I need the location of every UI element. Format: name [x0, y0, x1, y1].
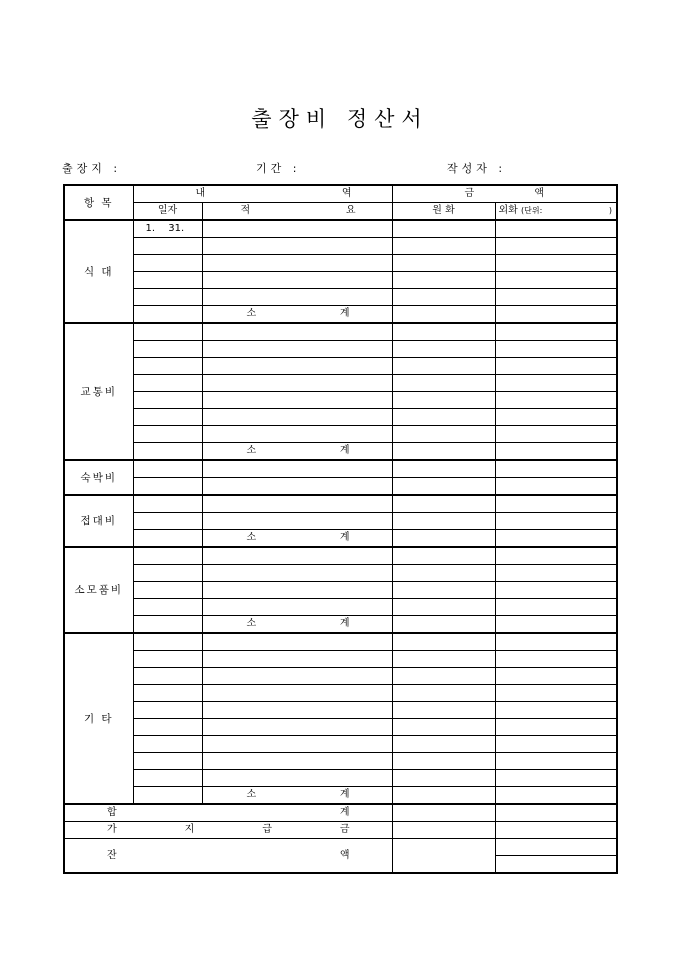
header-item: 항 목 [64, 185, 133, 220]
table-row [64, 289, 617, 306]
foreign-cell[interactable] [495, 702, 617, 719]
date-cell[interactable] [133, 392, 202, 409]
table-row [64, 460, 617, 478]
table-row [64, 753, 617, 770]
section-transport: 교통비 [64, 323, 133, 460]
foreign-cell[interactable] [495, 616, 617, 634]
krw-cell[interactable] [392, 341, 495, 358]
table-row [64, 495, 617, 513]
description-cell[interactable] [202, 409, 392, 426]
description-cell[interactable] [202, 341, 392, 358]
foreign-cell[interactable] [495, 220, 617, 238]
foreign-cell[interactable] [495, 426, 617, 443]
krw-cell[interactable] [392, 633, 495, 651]
date-cell[interactable] [133, 238, 202, 255]
date-cell[interactable] [133, 582, 202, 599]
krw-cell[interactable] [392, 719, 495, 736]
date-cell[interactable] [133, 702, 202, 719]
date-cell[interactable] [133, 685, 202, 702]
period-label: 기간 : [256, 162, 301, 175]
foreign-cell[interactable] [495, 599, 617, 616]
header-desc: 적 요 [202, 203, 392, 221]
expense-table [63, 184, 618, 874]
table-row [64, 719, 617, 736]
balance-foreign-2[interactable] [495, 856, 617, 874]
krw-cell[interactable] [392, 702, 495, 719]
krw-cell[interactable] [392, 753, 495, 770]
date-cell[interactable] [133, 668, 202, 685]
foreign-cell[interactable] [495, 530, 617, 548]
balance-foreign[interactable] [495, 839, 617, 856]
date-cell[interactable] [133, 651, 202, 668]
foreign-cell[interactable] [495, 668, 617, 685]
date-cell[interactable] [133, 787, 202, 805]
table-row [64, 787, 617, 805]
date-cell[interactable] [133, 255, 202, 272]
section-meal: 식 대 [64, 220, 133, 323]
date-cell[interactable] [133, 719, 202, 736]
foreign-cell[interactable] [495, 460, 617, 478]
krw-cell[interactable] [392, 565, 495, 582]
date-cell[interactable] [133, 478, 202, 496]
date-cell[interactable] [133, 289, 202, 306]
table-row [64, 599, 617, 616]
table-row [64, 272, 617, 289]
krw-cell[interactable] [392, 547, 495, 565]
foreign-cell[interactable] [495, 547, 617, 565]
krw-cell[interactable] [392, 513, 495, 530]
foreign-cell[interactable] [495, 719, 617, 736]
table-row [64, 565, 617, 582]
foreign-cell[interactable] [495, 582, 617, 599]
description-cell[interactable] [202, 582, 392, 599]
section-other: 기 타 [64, 633, 133, 804]
date-cell[interactable] [133, 375, 202, 392]
page-title: 출장비 정산서 [251, 107, 429, 131]
date-cell[interactable] [133, 272, 202, 289]
description-cell[interactable] [202, 426, 392, 443]
table-row [64, 633, 617, 651]
table-row [64, 220, 617, 238]
krw-cell[interactable] [392, 582, 495, 599]
foreign-cell[interactable] [495, 565, 617, 582]
table-row [64, 530, 617, 548]
foreign-cell[interactable] [495, 238, 617, 255]
table-row [64, 426, 617, 443]
balance-label: 잔 액 [64, 839, 392, 874]
table-row [64, 375, 617, 392]
description-cell[interactable] [202, 392, 392, 409]
date-cell[interactable] [133, 530, 202, 548]
krw-cell[interactable] [392, 306, 495, 324]
subtotal-label: 소 계 [202, 616, 392, 634]
advance-row [64, 822, 617, 839]
krw-cell[interactable] [392, 375, 495, 392]
table-row [64, 770, 617, 787]
foreign-cell[interactable] [495, 323, 617, 341]
foreign-cell[interactable] [495, 358, 617, 375]
header-amount: 금 액 [392, 185, 617, 203]
foreign-cell[interactable] [495, 392, 617, 409]
table-row [64, 392, 617, 409]
krw-cell[interactable] [392, 651, 495, 668]
krw-cell[interactable] [392, 323, 495, 341]
advance-foreign[interactable] [495, 822, 617, 839]
header-foreign: 외화 (단위: ) [495, 203, 617, 221]
description-cell[interactable] [202, 702, 392, 719]
table-row [64, 616, 617, 634]
table-row [64, 478, 617, 496]
date-cell[interactable] [133, 616, 202, 634]
description-cell[interactable] [202, 668, 392, 685]
krw-cell[interactable] [392, 495, 495, 513]
table-row [64, 685, 617, 702]
foreign-cell[interactable] [495, 478, 617, 496]
foreign-cell[interactable] [495, 289, 617, 306]
date-cell[interactable] [133, 736, 202, 753]
section-supplies: 소모품비 [64, 547, 133, 633]
date-cell[interactable] [133, 565, 202, 582]
krw-cell[interactable] [392, 685, 495, 702]
table-row [64, 443, 617, 461]
table-row [64, 582, 617, 599]
subtotal-label: 소 계 [202, 306, 392, 324]
total-label: 합 계 [64, 804, 392, 822]
date-cell[interactable] [133, 426, 202, 443]
description-cell[interactable] [202, 358, 392, 375]
foreign-cell[interactable] [495, 770, 617, 787]
subtotal-label: 소 계 [202, 530, 392, 548]
balance-row [64, 839, 617, 856]
table-row [64, 547, 617, 565]
description-cell[interactable] [202, 736, 392, 753]
foreign-cell[interactable] [495, 633, 617, 651]
foreign-cell[interactable] [495, 272, 617, 289]
foreign-cell[interactable] [495, 409, 617, 426]
total-row [64, 804, 617, 822]
foreign-cell[interactable] [495, 513, 617, 530]
foreign-cell[interactable] [495, 787, 617, 805]
krw-cell[interactable] [392, 238, 495, 255]
description-cell[interactable] [202, 719, 392, 736]
foreign-cell[interactable] [495, 375, 617, 392]
date-cell[interactable] [133, 460, 202, 478]
krw-cell[interactable] [392, 770, 495, 787]
subtotal-label: 소 계 [202, 443, 392, 461]
table-row [64, 651, 617, 668]
section-lodging: 숙박비 [64, 460, 133, 495]
header-row-2 [64, 203, 617, 221]
advance-krw[interactable] [392, 822, 495, 839]
krw-cell[interactable] [392, 736, 495, 753]
krw-cell[interactable] [392, 426, 495, 443]
description-cell[interactable] [202, 599, 392, 616]
description-cell[interactable] [202, 478, 392, 496]
description-cell[interactable] [202, 375, 392, 392]
foreign-cell[interactable] [495, 736, 617, 753]
table-row [64, 358, 617, 375]
table-row [64, 255, 617, 272]
date-cell[interactable] [133, 753, 202, 770]
description-cell[interactable] [202, 460, 392, 478]
table-row [64, 323, 617, 341]
description-cell[interactable] [202, 289, 392, 306]
krw-cell[interactable] [392, 358, 495, 375]
date-cell[interactable] [133, 443, 202, 461]
destination-label: 출장지 : [62, 162, 122, 175]
date-cell[interactable] [133, 306, 202, 324]
foreign-cell[interactable] [495, 685, 617, 702]
description-cell[interactable] [202, 238, 392, 255]
table-row [64, 736, 617, 753]
header-date: 일자 [133, 203, 202, 221]
description-cell[interactable] [202, 753, 392, 770]
date-cell[interactable] [133, 547, 202, 565]
description-cell[interactable] [202, 685, 392, 702]
table-row [64, 668, 617, 685]
date-cell[interactable] [133, 633, 202, 651]
krw-cell[interactable] [392, 409, 495, 426]
total-foreign[interactable] [495, 804, 617, 822]
krw-cell[interactable] [392, 460, 495, 478]
date-cell[interactable] [133, 409, 202, 426]
table-row [64, 409, 617, 426]
description-cell[interactable] [202, 272, 392, 289]
krw-cell[interactable] [392, 255, 495, 272]
date-cell[interactable] [133, 323, 202, 341]
description-cell[interactable] [202, 513, 392, 530]
foreign-cell[interactable] [495, 651, 617, 668]
krw-cell[interactable] [392, 530, 495, 548]
krw-cell[interactable] [392, 272, 495, 289]
description-cell[interactable] [202, 565, 392, 582]
description-cell[interactable] [202, 547, 392, 565]
description-cell[interactable] [202, 633, 392, 651]
table-row [64, 238, 617, 255]
author-label: 작성자 : [447, 162, 507, 175]
table-row [64, 513, 617, 530]
date-cell[interactable] [133, 495, 202, 513]
krw-cell[interactable] [392, 599, 495, 616]
krw-cell[interactable] [392, 443, 495, 461]
date-cell[interactable] [133, 770, 202, 787]
date-cell[interactable] [133, 358, 202, 375]
advance-label: 가 지 급 금 [64, 822, 392, 839]
foreign-cell[interactable] [495, 341, 617, 358]
foreign-cell[interactable] [495, 443, 617, 461]
section-entertain: 접대비 [64, 495, 133, 547]
date-cell[interactable] [133, 341, 202, 358]
krw-cell[interactable] [392, 616, 495, 634]
total-krw[interactable] [392, 804, 495, 822]
date-cell[interactable]: 1. 31. [133, 220, 202, 238]
date-cell[interactable] [133, 599, 202, 616]
krw-cell[interactable] [392, 289, 495, 306]
description-cell[interactable] [202, 651, 392, 668]
description-cell[interactable] [202, 255, 392, 272]
foreign-cell[interactable] [495, 495, 617, 513]
balance-krw[interactable] [392, 839, 495, 874]
subtotal-label: 소 계 [202, 787, 392, 805]
header-row-1 [64, 185, 617, 203]
krw-cell[interactable] [392, 787, 495, 805]
krw-cell[interactable] [392, 668, 495, 685]
header-details: 내 역 [133, 185, 392, 203]
description-cell[interactable] [202, 495, 392, 513]
krw-cell[interactable] [392, 392, 495, 409]
description-cell[interactable] [202, 770, 392, 787]
date-cell[interactable] [133, 513, 202, 530]
table-row [64, 306, 617, 324]
table-row [64, 341, 617, 358]
header-krw: 원 화 [392, 203, 495, 221]
foreign-cell[interactable] [495, 306, 617, 324]
description-cell[interactable] [202, 323, 392, 341]
table-row [64, 702, 617, 719]
krw-cell[interactable] [392, 220, 495, 238]
foreign-cell[interactable] [495, 255, 617, 272]
foreign-cell[interactable] [495, 753, 617, 770]
description-cell[interactable] [202, 220, 392, 238]
krw-cell[interactable] [392, 478, 495, 496]
